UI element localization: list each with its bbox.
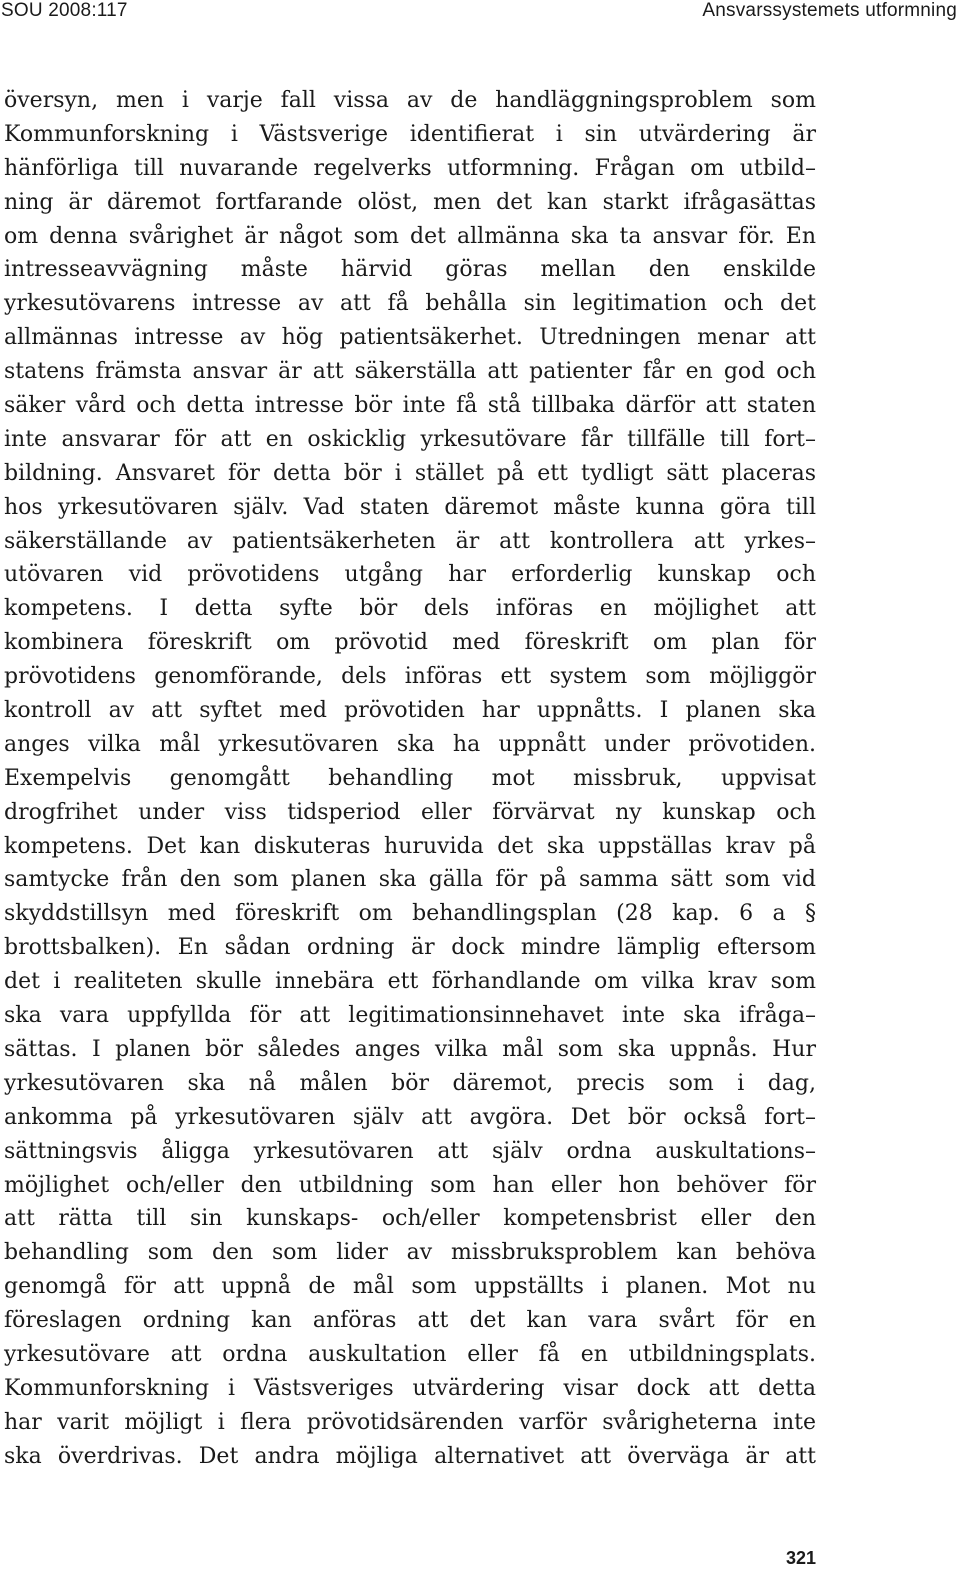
text-line: föreslagen ordning kan anföras att det kan vara svårt för en — [4, 1308, 816, 1334]
text-line: inte ansvarar för att en oskicklig yrkesutövare får tillfälle till fort– — [4, 426, 816, 452]
text-line: kombinera föreskrift om prövotid med föreskrift om plan för — [4, 630, 816, 656]
text-line: allmännas intresse av hög patientsäkerhet. Utredningen menar att — [4, 325, 816, 351]
text-line: anges vilka mål yrkesutövaren ska ha uppnått under prövotiden. — [4, 731, 816, 757]
body-text — [4, 84, 816, 1474]
text-line: ska överdrivas. Det andra möjliga alternativet att överväga är att — [4, 1443, 816, 1469]
text-line: yrkesutövarens intresse av att få behålla sin legitimation och det — [4, 291, 816, 317]
text-line: att rätta till sin kunskaps- och/eller kompetensbrist eller den — [4, 1206, 816, 1232]
text-line: behandling som den som lider av missbruksproblem kan behöva — [4, 1240, 816, 1266]
text-line: ning är däremot fortfarande olöst, men det kan starkt ifrågasättas — [4, 189, 816, 215]
text-line: skyddstillsyn med föreskrift om behandlingsplan (28 kap. 6 a § — [4, 901, 816, 927]
running-header-right: Ansvarssystemets utformning — [702, 0, 957, 21]
text-line: har varit möjligt i flera prövotidsärenden varför svårigheterna inte — [4, 1409, 816, 1435]
text-line: brottsbalken). En sådan ordning är dock mindre lämplig eftersom — [4, 935, 816, 961]
page-number: 321 — [785, 1548, 816, 1568]
text-line: om denna svårighet är något som det allmänna ska ta ansvar för. En — [4, 223, 816, 249]
text-line: prövotidens genomförande, dels införas ett system som möjliggör — [4, 664, 816, 690]
text-line: ska vara uppfyllda för att legitimationsinnehavet inte ska ifråga– — [4, 1003, 816, 1029]
running-header-left: SOU 2008:117 — [1, 0, 128, 21]
text-line: sättas. I planen bör således anges vilka mål som ska uppnås. Hur — [4, 1036, 816, 1062]
text-line: Kommunforskning i Västsverige identifierat i sin utvärdering är — [4, 121, 816, 147]
text-line: genomgå för att uppnå de mål som uppställts i planen. Mot nu — [4, 1274, 816, 1300]
text-line: bildning. Ansvaret för detta bör i stället på ett tydligt sätt placeras — [4, 460, 816, 486]
text-line: kompetens. I detta syfte bör dels införas en möjlighet att — [4, 596, 816, 622]
text-line: Exempelvis genomgått behandling mot missbruk, uppvisat — [4, 765, 816, 791]
text-line: översyn, men i varje fall vissa av de handläggningsproblem som — [4, 88, 816, 113]
text-line: kompetens. Det kan diskuteras huruvida det ska uppställas krav på — [4, 833, 816, 859]
text-line: samtycke från den som planen ska gälla för på samma sätt som vid — [4, 867, 816, 893]
text-line: det i realiteten skulle innebära ett förhandlande om vilka krav som — [4, 969, 816, 995]
text-line: Kommunforskning i Västsveriges utvärdering visar dock att detta — [4, 1375, 816, 1401]
text-line: statens främsta ansvar är att säkerställa att patienter får en god och — [4, 359, 816, 385]
text-line: kontroll av att syftet med prövotiden har uppnåtts. I planen ska — [4, 698, 816, 724]
text-line: utövaren vid prövotidens utgång har erforderlig kunskap och — [4, 562, 816, 588]
text-line: drogfrihet under viss tidsperiod eller förvärvat ny kunskap och — [4, 799, 816, 825]
text-line: ankomma på yrkesutövaren själv att avgöra. Det bör också fort– — [4, 1104, 816, 1130]
text-line: säkerställande av patientsäkerheten är att kontrollera att yrkes– — [4, 528, 816, 554]
text-line: hänförliga till nuvarande regelverks utformning. Frågan om utbild– — [4, 155, 816, 181]
text-line: intresseavvägning måste härvid göras mellan den enskilde — [4, 257, 816, 283]
text-line: yrkesutövare att ordna auskultation eller få en utbildningsplats. — [4, 1341, 816, 1367]
text-line: möjlighet och/eller den utbildning som han eller hon behöver för — [4, 1172, 816, 1198]
text-line: yrkesutövaren ska nå målen bör däremot, precis som i dag, — [4, 1070, 816, 1096]
text-line: hos yrkesutövaren själv. Vad staten däremot måste kunna göra till — [4, 494, 816, 520]
text-line: sättningsvis åligga yrkesutövaren att själv ordna auskultations– — [4, 1138, 816, 1164]
text-line: säker vård och detta intresse bör inte få stå tillbaka därför att staten — [4, 393, 816, 419]
